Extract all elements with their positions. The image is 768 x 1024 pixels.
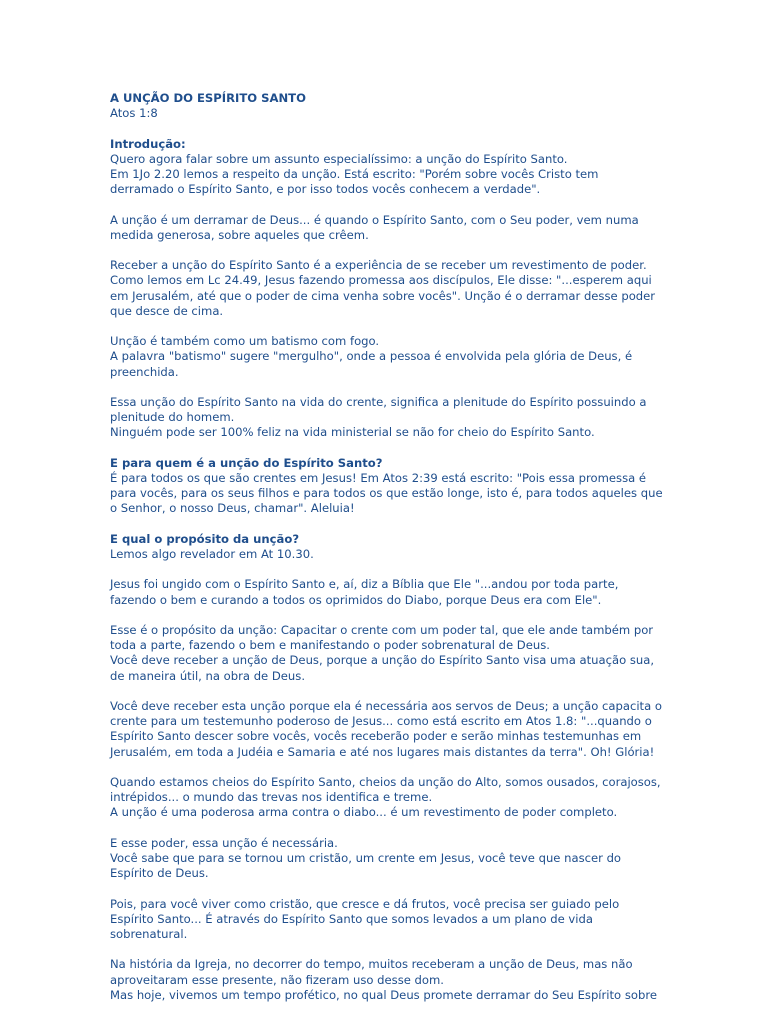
spacer [110,121,670,136]
document-title: A UNÇÃO DO ESPÍRITO SANTO [110,91,306,105]
paragraph [110,258,670,319]
text-line: Ninguém pode ser 100% feliz na vida ministerial se não for cheio do Espírito Santo. [110,425,595,440]
document-page [110,91,670,1018]
section-heading: E qual o propósito da unção? [110,531,300,546]
text-line: derramado o Espírito Santo, e por isso todos vocês conhecem a verdade". [110,182,541,197]
text-line: Jesus foi ungido com o Espírito Santo e, aí, diz a Bíblia que Ele "...andou por toda parte, [110,577,619,592]
document-header [110,91,670,121]
text-line: Quando estamos cheios do Espírito Santo, cheios da unção do Alto, somos ousados, corajosos, [110,774,661,789]
text-line: E esse poder, essa unção é necessária. [110,835,338,850]
text-line: Jerusalém, em toda a Judéia e Samaria e até nos lugares mais distantes da terra". Oh! Glória! [110,744,655,759]
text-line: Quero agora falar sobre um assunto especialíssimo: a unção do Espírito Santo. [110,151,568,166]
section-block [110,456,670,517]
text-line: crente para um testemunho poderoso de Jesus... como está escrito em Atos 1.8: "...quando o [110,714,652,729]
section-block [110,137,670,198]
text-line: toda a parte, fazendo o bem e manifestando o poder sobrenatural de Deus. [110,638,550,653]
paragraph [110,897,670,943]
text-line: preenchida. [110,364,179,379]
text-line: A unção é um derramar de Deus... é quando o Espírito Santo, com o Seu poder, vem numa [110,212,639,227]
text-line: Lemos algo revelador em At 10.30. [110,546,314,561]
paragraph [110,577,670,607]
section-heading: Introdução: [110,136,186,151]
text-line: É para todos os que são crentes em Jesus! Em Atos 2:39 está escrito: "Pois essa promessa é [110,470,647,485]
text-line: A unção é uma poderosa arma contra o diabo... é um revestimento de poder completo. [110,805,618,820]
text-line: aproveitaram esse presente, não fizeram uso desse dom. [110,972,444,987]
text-line: Mas hoje, vivemos um tempo profético, no qual Deus promete derramar do Seu Espírito sobre [110,987,657,1002]
text-line: que desce de cima. [110,303,224,318]
text-line: Em 1Jo 2.20 lemos a respeito da unção. Está escrito: "Porém sobre vocês Cristo tem [110,167,599,181]
paragraph [110,213,670,243]
document-body [110,137,670,1003]
paragraph [110,699,670,760]
paragraph [110,395,670,441]
text-line: Essa unção do Espírito Santo na vida do crente, significa a plenitude do Espírito possuindo a [110,394,647,409]
text-line: Você deve receber a unção de Deus, porque a unção do Espírito Santo visa uma atuação sua, [110,653,655,668]
section-block [110,532,670,562]
text-line: Espírito Santo descer sobre vocês, vocês receberão poder e serão minhas testemunhas em [110,729,642,744]
text-line: Receber a unção do Espírito Santo é a experiência de se receber um revestimento de poder. [110,258,647,273]
text-line: fazendo o bem e curando a todos os oprimidos do Diabo, porque Deus era com Ele". [110,592,602,607]
text-line: Espírito Santo... É através do Espírito Santo que somos levados a um plano de vida [110,911,593,926]
text-line: Espírito de Deus. [110,866,209,881]
text-line: Unção é também como um batismo com fogo. [110,334,380,349]
paragraph [110,836,670,882]
paragraph [110,775,670,821]
text-line: A palavra "batismo" sugere "mergulho", onde a pessoa é envolvida pela glória de Deus, é [110,349,633,364]
text-line: Pois, para você viver como cristão, que cresce e dá frutos, você precisa ser guiado pelo [110,896,620,911]
text-line: o Senhor, o nosso Deus, chamar". Aleluia! [110,501,355,516]
text-line: sobrenatural. [110,926,188,941]
paragraph [110,623,670,684]
text-line: Na história da Igreja, no decorrer do tempo, muitos receberam a unção de Deus, mas não [110,957,633,972]
text-line: Você sabe que para se tornou um cristão, um crente em Jesus, você teve que nascer do [110,850,622,865]
text-line: em Jerusalém, até que o poder de cima venha sobre vocês". Unção é o derramar desse poder [110,288,656,303]
text-line: intrépidos... o mundo das trevas nos identifica e treme. [110,790,433,805]
text-line: plenitude do homem. [110,410,235,425]
text-line: Esse é o propósito da unção: Capacitar o crente com um poder tal, que ele ande também por [110,622,654,637]
paragraph [110,334,670,380]
text-line: medida generosa, sobre aqueles que crêem. [110,227,369,242]
text-line: para vocês, para os seus filhos e para todos os que estão longe, isto é, para todos aqueles que [110,486,663,501]
bible-reference: Atos 1:8 [110,106,158,121]
text-line: Você deve receber esta unção porque ela é necessária aos servos de Deus; a unção capacita o [110,698,662,713]
section-heading: E para quem é a unção do Espírito Santo? [110,455,383,470]
text-line: Como lemos em Lc 24.49, Jesus fazendo promessa aos discípulos, Ele disse: "...esperem aqui [110,273,652,288]
paragraph [110,957,670,1003]
text-line: de maneira útil, na obra de Deus. [110,668,305,683]
